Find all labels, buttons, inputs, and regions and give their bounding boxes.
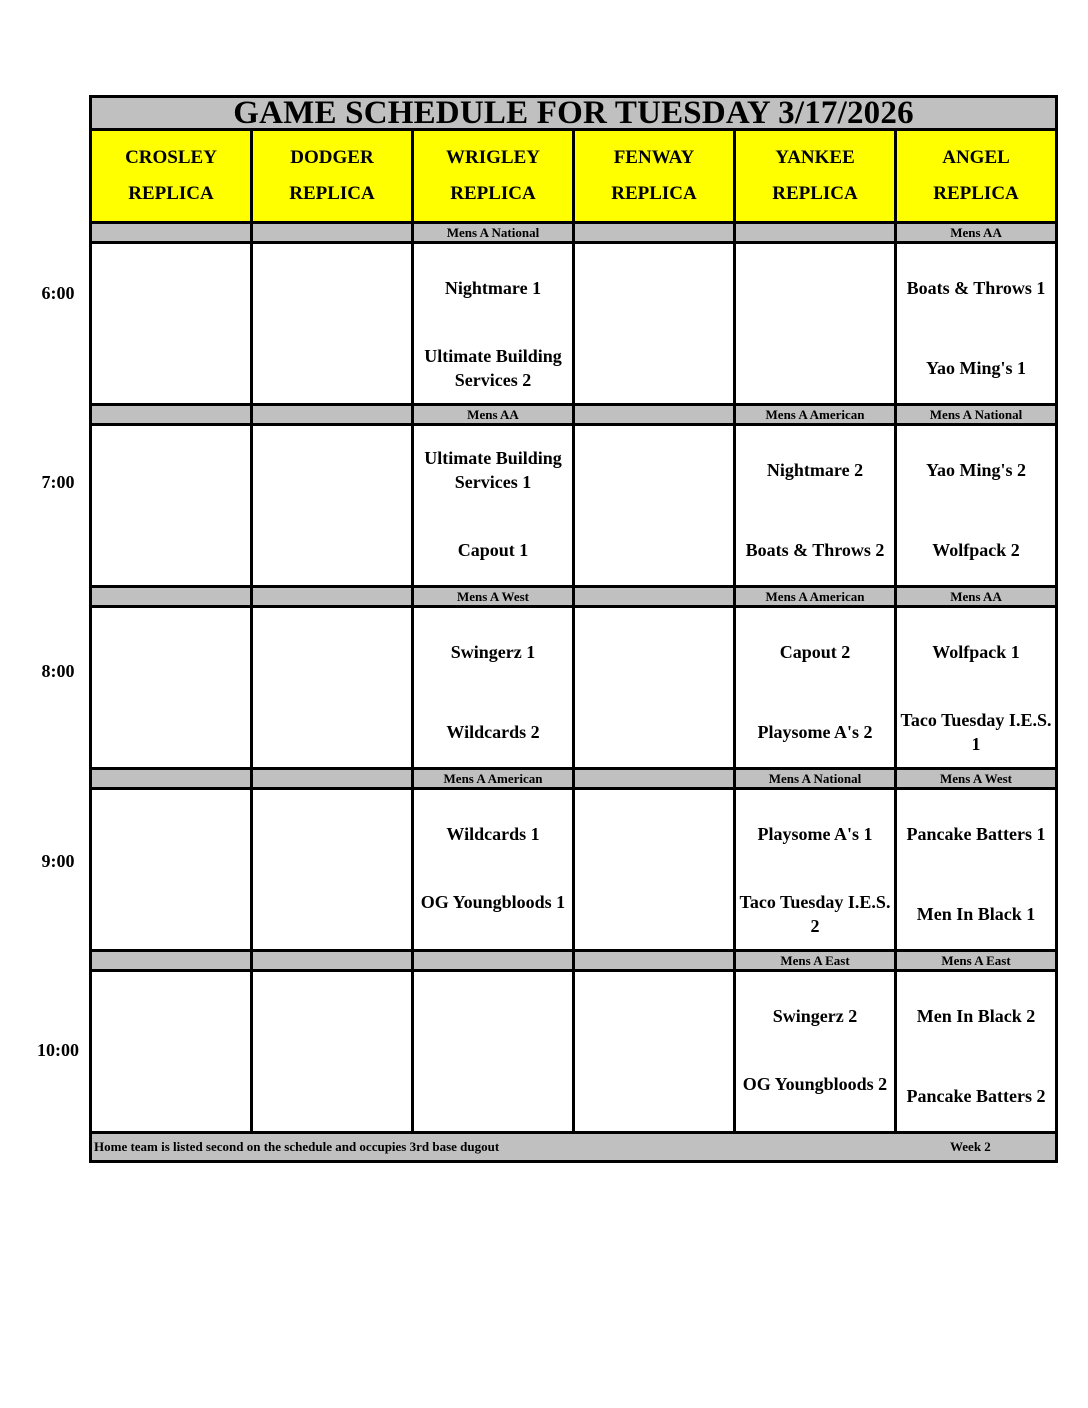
- home-team: Yao Ming's 1: [926, 358, 1027, 378]
- division-label: [574, 405, 735, 425]
- division-label: Mens AA: [413, 405, 574, 425]
- division-label: [91, 587, 252, 607]
- division-row: [91, 587, 1057, 607]
- game-cell: [574, 243, 735, 405]
- field-subtitle: REPLICA: [611, 183, 697, 204]
- field-name: CROSLEY: [125, 147, 217, 168]
- field-subtitle: REPLICA: [933, 183, 1019, 204]
- game-cell: [91, 789, 252, 951]
- game-cell: [574, 971, 735, 1133]
- schedule-table: [89, 95, 1058, 1163]
- division-label: Mens A East: [896, 951, 1057, 971]
- division-label: [574, 769, 735, 789]
- division-label: [252, 769, 413, 789]
- division-row: [91, 405, 1057, 425]
- game-cell: [735, 243, 896, 405]
- game-cell: [735, 425, 896, 587]
- division-label: Mens A East: [735, 951, 896, 971]
- home-team: Men In Black 1: [916, 904, 1036, 924]
- division-row: [91, 951, 1057, 971]
- game-cell: [896, 607, 1057, 769]
- game-cell: [896, 971, 1057, 1133]
- division-label: [252, 587, 413, 607]
- division-label: [574, 223, 735, 243]
- time-label: 7:00: [41, 472, 75, 492]
- field-subtitle: REPLICA: [772, 183, 858, 204]
- field-name: WRIGLEY: [446, 147, 540, 168]
- home-team: Taco Tuesday I.E.S. 1: [900, 710, 1052, 754]
- field-header-crosley: [91, 130, 252, 223]
- field-header-wrigley: [413, 130, 574, 223]
- away-team: Playsome A's 1: [757, 824, 873, 844]
- week-label: Week 2: [950, 1139, 991, 1154]
- home-team: Taco Tuesday I.E.S. 2: [739, 892, 891, 936]
- away-team: Capout 2: [779, 642, 851, 662]
- home-team: Playsome A's 2: [757, 722, 873, 742]
- away-team: Boats & Throws 1: [906, 278, 1046, 298]
- division-label: [574, 951, 735, 971]
- game-cell: [252, 425, 413, 587]
- game-cell: [91, 243, 252, 405]
- time-label: 6:00: [41, 283, 75, 303]
- home-team: Pancake Batters 2: [906, 1086, 1046, 1106]
- home-team: OG Youngbloods 1: [420, 892, 566, 912]
- away-team: Pancake Batters 1: [906, 824, 1046, 844]
- time-label: 8:00: [41, 661, 75, 681]
- division-label: Mens A National: [896, 405, 1057, 425]
- away-team: Swingerz 1: [450, 642, 536, 662]
- division-label: [252, 405, 413, 425]
- away-team: Yao Ming's 2: [926, 460, 1027, 480]
- away-team: Men In Black 2: [916, 1006, 1036, 1026]
- field-header-fenway: [574, 130, 735, 223]
- game-cell: [896, 789, 1057, 951]
- division-label: Mens A American: [413, 769, 574, 789]
- field-header-angel: [896, 130, 1057, 223]
- division-label: [91, 769, 252, 789]
- game-cell: [252, 607, 413, 769]
- game-row: [91, 425, 1057, 587]
- field-name: FENWAY: [613, 147, 695, 168]
- game-cell: [413, 971, 574, 1133]
- game-cell: [574, 789, 735, 951]
- away-team: Wolfpack 1: [932, 642, 1020, 662]
- field-name: DODGER: [290, 147, 374, 168]
- division-label: Mens A West: [896, 769, 1057, 789]
- division-label: [91, 223, 252, 243]
- game-cell: [896, 243, 1057, 405]
- game-row: [91, 607, 1057, 769]
- game-cell: [91, 425, 252, 587]
- away-team: Wildcards 1: [446, 824, 540, 844]
- away-team: Swingerz 2: [772, 1006, 858, 1026]
- home-team: Boats & Throws 2: [745, 540, 885, 560]
- division-label: [91, 951, 252, 971]
- division-label: [735, 223, 896, 243]
- game-row: [91, 971, 1057, 1133]
- game-cell: [413, 243, 574, 405]
- game-cell: [252, 243, 413, 405]
- division-row: [91, 769, 1057, 789]
- division-label: [574, 587, 735, 607]
- away-team: Ultimate Building Services 1: [424, 448, 562, 492]
- game-cell: [413, 607, 574, 769]
- game-cell: [735, 789, 896, 951]
- home-team: Capout 1: [457, 540, 529, 560]
- division-label: [252, 951, 413, 971]
- field-subtitle: REPLICA: [128, 183, 214, 204]
- division-label: Mens A National: [735, 769, 896, 789]
- game-cell: [252, 971, 413, 1133]
- division-label: Mens A American: [735, 405, 896, 425]
- game-row: [91, 789, 1057, 951]
- game-cell: [735, 607, 896, 769]
- division-label: Mens AA: [896, 587, 1057, 607]
- game-cell: [413, 425, 574, 587]
- game-cell: [91, 971, 252, 1133]
- time-label: 10:00: [37, 1040, 79, 1060]
- game-cell: [574, 425, 735, 587]
- home-team: Ultimate Building Services 2: [424, 346, 562, 390]
- game-cell: [735, 971, 896, 1133]
- field-subtitle: REPLICA: [450, 183, 536, 204]
- field-name: YANKEE: [775, 147, 855, 168]
- game-cell: [91, 607, 252, 769]
- footer-cell: [91, 1133, 1057, 1162]
- field-header-yankee: [735, 130, 896, 223]
- division-row: [91, 223, 1057, 243]
- field-subtitle: REPLICA: [289, 183, 375, 204]
- time-label: 9:00: [41, 851, 75, 871]
- schedule-title: GAME SCHEDULE FOR TUESDAY 3/17/2026: [91, 97, 1057, 130]
- division-label: Mens AA: [896, 223, 1057, 243]
- game-cell: [413, 789, 574, 951]
- field-header-row: [91, 130, 1057, 223]
- home-team-note: Home team is listed second on the schedule and occupies 3rd base dugout: [94, 1139, 500, 1154]
- home-team: OG Youngbloods 2: [742, 1074, 888, 1094]
- game-row: [91, 243, 1057, 405]
- home-team: Wildcards 2: [446, 722, 540, 742]
- game-cell: [896, 425, 1057, 587]
- away-team: Nightmare 1: [444, 278, 542, 298]
- field-name: ANGEL: [942, 147, 1010, 168]
- division-label: [91, 405, 252, 425]
- away-team: Nightmare 2: [766, 460, 864, 480]
- game-cell: [574, 607, 735, 769]
- field-header-dodger: [252, 130, 413, 223]
- home-team: Wolfpack 2: [932, 540, 1020, 560]
- division-label: Mens A West: [413, 587, 574, 607]
- division-label: Mens A American: [735, 587, 896, 607]
- division-label: [252, 223, 413, 243]
- division-label: [413, 951, 574, 971]
- game-cell: [252, 789, 413, 951]
- division-label: Mens A National: [413, 223, 574, 243]
- footer-row: [91, 1133, 1057, 1162]
